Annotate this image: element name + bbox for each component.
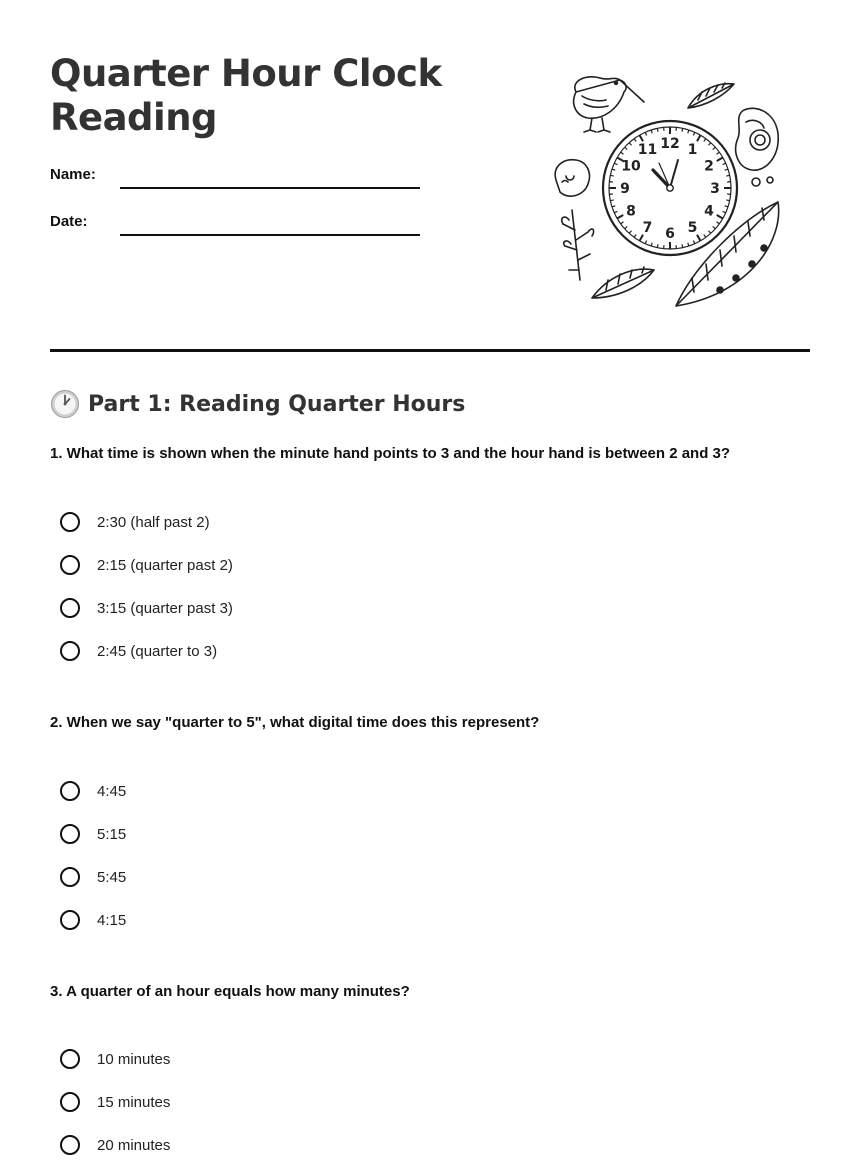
clock-tick [682,244,683,247]
date-field[interactable] [120,234,420,236]
question-1-text: 1. What time is shown when the minute hand points to 3 and the hour hand is between 2 and 3? [50,445,731,462]
option-label: 15 minutes [97,1093,171,1111]
clock-tick [629,143,631,146]
clock-tick [645,132,646,135]
question-3-text: 3. A quarter of an hour equals how many minutes? [50,983,410,1000]
clock-numeral: 7 [642,220,653,236]
clock-tick [708,231,710,234]
worksheet-title: Quarter Hour Clock Reading [50,52,442,139]
question-3-option-a[interactable] [60,1046,170,1072]
clock-tick [725,206,728,207]
clock-numeral: 2 [704,158,714,175]
clock-tick [688,243,689,246]
clock-tick [610,175,613,176]
clock-tick [717,152,720,154]
clock-tick [621,152,624,154]
clock-tick [726,200,729,201]
question-2-option-c[interactable] [60,864,126,890]
clock-tick [657,128,658,131]
option-label: 3:15 (quarter past 3) [97,599,233,617]
question-1-option-a[interactable] [60,509,210,535]
clock-tick [708,143,710,146]
question-1-option-c[interactable] [60,595,233,621]
question-3-option-c[interactable] [60,1132,170,1158]
radio-button[interactable] [60,641,80,661]
clock-tick [717,158,723,162]
clock-tick [625,147,628,149]
clock-numeral: 4 [704,203,714,220]
radio-button[interactable] [60,512,80,532]
clock-tick [645,241,646,244]
clock-tick [723,163,726,164]
clock-tick [629,231,631,234]
question-3-option-b[interactable] [60,1089,170,1115]
header-divider [50,349,810,352]
clock-tick [614,211,617,212]
clock-numeral: 3 [710,181,720,197]
radio-button[interactable] [60,867,80,887]
option-label: 20 minutes [97,1136,171,1154]
question-2-option-b[interactable] [60,821,126,847]
radio-button[interactable] [60,1049,80,1069]
date-label: Date: [50,213,88,230]
clock-tick [693,132,694,135]
question-2-option-a[interactable] [60,778,126,804]
clock-tick [651,130,652,133]
clock-tick [723,211,726,212]
section-heading [50,388,465,420]
radio-button[interactable] [60,781,80,801]
clock-tick [697,135,701,141]
question-2-option-d[interactable] [60,907,126,933]
clock-numeral: 9 [620,181,630,197]
clock-tick [612,169,615,170]
clock-tick [610,200,613,201]
clock-tick [614,163,617,164]
clock-tick [657,244,658,247]
clock-tick [634,235,636,238]
section-heading-text: Part 1: Reading Quarter Hours [88,391,466,417]
clock-tick [612,206,615,207]
clock-numeral: 10 [621,158,641,175]
clock-tick [634,139,636,142]
clock-numeral: 8 [626,203,636,220]
clock-numeral: 12 [660,136,680,152]
clock-numeral: 6 [665,226,675,242]
option-label: 4:45 [97,782,127,800]
question-2-text: 2. When we say "quarter to 5", what digital time does this represent? [50,714,540,731]
option-label: 2:45 (quarter to 3) [97,642,218,660]
option-label: 2:30 (half past 2) [97,513,210,531]
clock-tick [704,139,706,142]
option-label: 10 minutes [97,1050,171,1068]
radio-button[interactable] [60,910,80,930]
clock-tick [717,222,720,224]
clock-tick [726,175,729,176]
radio-button[interactable] [60,824,80,844]
clock-tick [697,235,701,241]
clock-tick [621,222,624,224]
clock-tick [717,215,723,219]
radio-button[interactable] [60,1092,80,1112]
radio-button[interactable] [60,555,80,575]
clock-tick [651,243,652,246]
clock-tick [682,128,683,131]
radio-button[interactable] [60,598,80,618]
option-label: 5:45 [97,868,127,886]
name-field[interactable] [120,187,420,189]
clock-emoji-icon [50,389,80,419]
option-label: 4:15 [97,911,127,929]
option-label: 2:15 (quarter past 2) [97,556,233,574]
clock-tick [713,147,716,149]
clock-tick [617,215,623,219]
clock-numeral: 5 [687,220,698,236]
clock-tick [640,135,644,141]
clock-illustration-icon [548,70,788,315]
clock-tick [704,235,706,238]
clock-tick [725,169,728,170]
name-label: Name: [50,166,96,183]
clock-numeral: 11 [637,142,658,158]
clock-tick [713,226,716,228]
clock-tick [625,226,628,228]
question-1-option-b[interactable] [60,552,233,578]
option-label: 5:15 [97,825,127,843]
question-1-option-d[interactable] [60,638,217,664]
clock-tick [693,241,694,244]
clock-tick [688,130,689,133]
clock-numeral: 1 [687,142,698,158]
radio-button[interactable] [60,1135,80,1155]
